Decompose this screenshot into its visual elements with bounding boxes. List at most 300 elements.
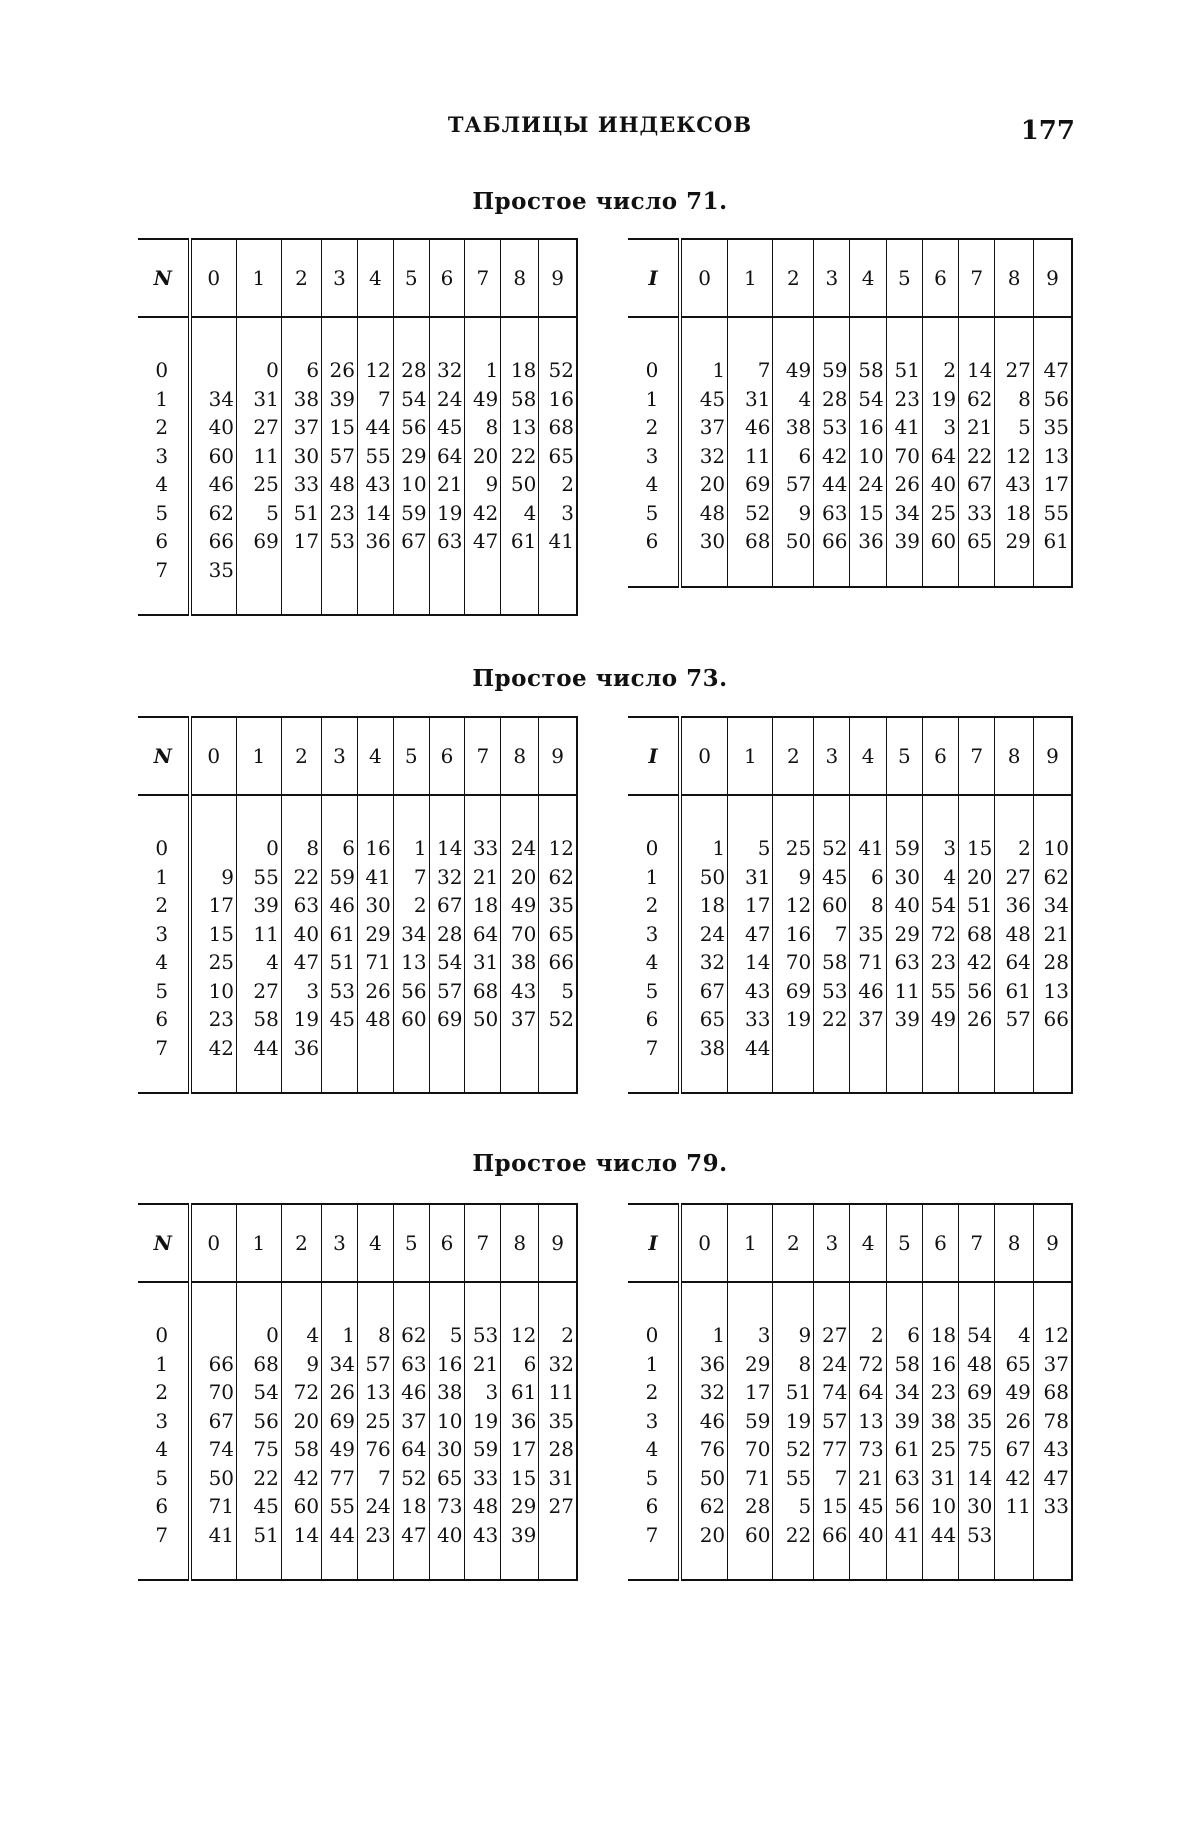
table-cell: 23 <box>190 1005 237 1034</box>
tail-cell <box>237 584 282 615</box>
table-cell: 66 <box>190 527 237 556</box>
table-cell: 22 <box>281 863 321 892</box>
table-cell: 14 <box>959 1464 995 1493</box>
spacer-cell <box>501 1282 539 1321</box>
table-cell: 55 <box>1033 499 1072 528</box>
table-cell: 48 <box>995 920 1034 949</box>
table-cell: 12 <box>1033 1321 1072 1350</box>
column-header: 0 <box>680 239 728 317</box>
row-label: 3 <box>645 921 659 946</box>
table-cell: 35 <box>1033 413 1072 442</box>
table-cell: 37 <box>501 1005 539 1034</box>
table-cell: 6 <box>850 863 886 892</box>
table-cell: 77 <box>322 1464 358 1493</box>
table-cell: 49 <box>501 891 539 920</box>
table-cell: 15 <box>322 413 358 442</box>
header-row <box>138 1204 577 1282</box>
table-cell: 70 <box>501 920 539 949</box>
table-cell: 28 <box>539 1435 577 1464</box>
table-cell: 44 <box>237 1034 282 1063</box>
table-cell: 72 <box>850 1350 886 1379</box>
table-cell: 4 <box>995 1321 1034 1350</box>
table-cell: 18 <box>995 499 1034 528</box>
table-cell: 41 <box>850 834 886 863</box>
row-label: 1 <box>645 864 659 889</box>
table-cell: 73 <box>850 1435 886 1464</box>
column-header: 6 <box>429 1204 465 1282</box>
table-cell: 26 <box>322 356 358 385</box>
table-cell: 25 <box>357 1407 393 1436</box>
table-cell: 7 <box>357 385 393 414</box>
table-cell: 3 <box>281 977 321 1006</box>
table-row <box>138 891 577 920</box>
table-cell: 53 <box>814 413 850 442</box>
spacer-cell <box>281 1282 321 1321</box>
table-key-header: N <box>138 1204 190 1282</box>
row-label: 0 <box>155 1323 169 1348</box>
column-header: 2 <box>773 1204 814 1282</box>
table-row <box>628 1407 1072 1436</box>
table-cell: 2 <box>539 1321 577 1350</box>
column-header: 3 <box>814 239 850 317</box>
tail-cell <box>322 1549 358 1580</box>
table-cell: 16 <box>539 385 577 414</box>
table-cell: 66 <box>814 1521 850 1550</box>
table-cell: 46 <box>322 891 358 920</box>
table-cell: 61 <box>501 1378 539 1407</box>
spacer-cell <box>850 795 886 834</box>
table-cell: 16 <box>357 834 393 863</box>
table-cell: 39 <box>886 1005 922 1034</box>
column-header: 5 <box>886 1204 922 1282</box>
row-label: 4 <box>155 950 169 975</box>
row-label: 5 <box>155 500 169 525</box>
column-header: 2 <box>773 239 814 317</box>
tail-cell <box>959 1062 995 1093</box>
table-cell: 11 <box>539 1378 577 1407</box>
table-cell: 68 <box>1033 1378 1072 1407</box>
table-cell: 37 <box>281 413 321 442</box>
table-cell: 6 <box>886 1321 922 1350</box>
table-cell: 20 <box>680 1521 728 1550</box>
table-cell: 43 <box>357 470 393 499</box>
table-cell: 7 <box>393 863 429 892</box>
spacer-cell <box>190 795 237 834</box>
table-cell: 29 <box>357 920 393 949</box>
tail-cell <box>1033 1062 1072 1093</box>
table-cell: 53 <box>814 977 850 1006</box>
row-label: 2 <box>645 1380 659 1405</box>
table-cell: 2 <box>850 1321 886 1350</box>
row-label: 4 <box>155 472 169 497</box>
table-cell: 21 <box>959 413 995 442</box>
table-cell: 12 <box>501 1321 539 1350</box>
table-cell <box>501 556 539 585</box>
table-cell: 41 <box>886 413 922 442</box>
table-cell: 48 <box>465 1492 501 1521</box>
table-row <box>628 413 1072 442</box>
table-cell <box>773 1034 814 1063</box>
row-label: 6 <box>155 529 169 554</box>
table-cell: 35 <box>539 891 577 920</box>
table-row <box>628 920 1072 949</box>
table-row <box>138 385 577 414</box>
table-cell: 47 <box>281 948 321 977</box>
table-cell: 48 <box>959 1350 995 1379</box>
table-cell: 72 <box>922 920 958 949</box>
tail-cell <box>465 1062 501 1093</box>
spacer-cell <box>773 1282 814 1321</box>
table-cell: 51 <box>886 356 922 385</box>
table-row <box>138 1492 577 1521</box>
table-cell: 56 <box>393 413 429 442</box>
table-cell <box>465 556 501 585</box>
tail-cell <box>886 1549 922 1580</box>
table-cell: 2 <box>995 834 1034 863</box>
table-cell: 70 <box>728 1435 773 1464</box>
column-header: 9 <box>539 1204 577 1282</box>
table-cell: 71 <box>357 948 393 977</box>
table-cell: 51 <box>237 1521 282 1550</box>
table-row <box>138 948 577 977</box>
table-cell: 60 <box>728 1521 773 1550</box>
table-cell <box>886 1034 922 1063</box>
table-cell: 25 <box>922 1435 958 1464</box>
table-cell: 57 <box>814 1407 850 1436</box>
table-cell: 4 <box>281 1321 321 1350</box>
table-cell: 52 <box>393 1464 429 1493</box>
table-cell: 0 <box>237 834 282 863</box>
table-row <box>138 977 577 1006</box>
column-header: 8 <box>995 239 1034 317</box>
table-cell: 31 <box>465 948 501 977</box>
spacer-cell <box>1033 1282 1072 1321</box>
table-cell: 3 <box>539 499 577 528</box>
table-cell: 34 <box>322 1350 358 1379</box>
table-key-header: I <box>628 1204 680 1282</box>
table-cell: 33 <box>465 834 501 863</box>
table-cell: 65 <box>429 1464 465 1493</box>
table-cell: 49 <box>465 385 501 414</box>
table-cell: 68 <box>465 977 501 1006</box>
table-cell: 0 <box>237 1321 282 1350</box>
table-cell <box>237 556 282 585</box>
row-label: 7 <box>155 1522 169 1547</box>
column-header: 2 <box>281 239 321 317</box>
tail-cell <box>357 1549 393 1580</box>
table-cell: 21 <box>465 863 501 892</box>
spacer-cell <box>680 795 728 834</box>
table-key-header: I <box>628 239 680 317</box>
column-header: 3 <box>322 1204 358 1282</box>
tail-cell <box>922 1062 958 1093</box>
table-cell: 60 <box>281 1492 321 1521</box>
tail-cell <box>501 1549 539 1580</box>
table-cell: 30 <box>886 863 922 892</box>
row-label: 0 <box>155 836 169 861</box>
row-label: 2 <box>645 415 659 440</box>
table-row <box>138 413 577 442</box>
table-cell: 53 <box>959 1521 995 1550</box>
tail-cell <box>680 1549 728 1580</box>
table-cell: 14 <box>429 834 465 863</box>
table-cell: 66 <box>814 527 850 556</box>
table-cell: 24 <box>501 834 539 863</box>
column-header: 6 <box>429 239 465 317</box>
row-label: 2 <box>155 1380 169 1405</box>
tail-cell <box>429 1062 465 1093</box>
row-label: 2 <box>155 415 169 440</box>
table-cell: 10 <box>1033 834 1072 863</box>
table-cell: 16 <box>429 1350 465 1379</box>
table-cell: 8 <box>465 413 501 442</box>
table-cell: 29 <box>728 1350 773 1379</box>
table-cell: 21 <box>429 470 465 499</box>
table-cell: 31 <box>728 385 773 414</box>
table-cell <box>465 1034 501 1063</box>
table-cell: 3 <box>465 1378 501 1407</box>
table-cell: 29 <box>886 920 922 949</box>
tail-cell <box>138 584 190 615</box>
table-cell: 4 <box>773 385 814 414</box>
tail-cell <box>539 584 577 615</box>
table-cell <box>539 1521 577 1550</box>
column-header: 3 <box>322 239 358 317</box>
table-cell <box>190 356 237 385</box>
table-row <box>628 891 1072 920</box>
table-cell: 17 <box>728 1378 773 1407</box>
column-header: 9 <box>1033 717 1072 795</box>
table-cell: 19 <box>465 1407 501 1436</box>
table-cell: 6 <box>501 1350 539 1379</box>
column-header: 9 <box>539 717 577 795</box>
table-cell: 69 <box>429 1005 465 1034</box>
column-header: 1 <box>237 239 282 317</box>
table-cell: 13 <box>1033 442 1072 471</box>
index-table-n-71 <box>138 238 578 616</box>
table-cell: 50 <box>680 863 728 892</box>
table-cell: 53 <box>322 527 358 556</box>
table-cell: 9 <box>190 863 237 892</box>
table-cell: 36 <box>995 891 1034 920</box>
table-cell: 30 <box>429 1435 465 1464</box>
table-row <box>628 1464 1072 1493</box>
table-cell: 33 <box>1033 1492 1072 1521</box>
table-cell: 15 <box>814 1492 850 1521</box>
column-header: 0 <box>680 1204 728 1282</box>
table-row <box>138 1464 577 1493</box>
table-cell: 14 <box>357 499 393 528</box>
table-cell <box>850 1034 886 1063</box>
spacer-cell <box>357 1282 393 1321</box>
table-row <box>628 470 1072 499</box>
table-row <box>138 442 577 471</box>
table-cell: 48 <box>680 499 728 528</box>
table-cell: 22 <box>814 1005 850 1034</box>
table-cell: 58 <box>850 356 886 385</box>
table-cell: 8 <box>850 891 886 920</box>
tail-row <box>138 584 577 615</box>
table-cell <box>190 1321 237 1350</box>
table-cell: 64 <box>465 920 501 949</box>
table-cell: 23 <box>922 1378 958 1407</box>
table-row <box>138 470 577 499</box>
column-header: 3 <box>814 717 850 795</box>
table-cell: 64 <box>850 1378 886 1407</box>
table-cell: 67 <box>190 1407 237 1436</box>
table-cell: 19 <box>429 499 465 528</box>
row-label: 2 <box>645 893 659 918</box>
table-cell: 69 <box>322 1407 358 1436</box>
table-cell: 5 <box>429 1321 465 1350</box>
table-cell: 31 <box>237 385 282 414</box>
table-cell: 49 <box>322 1435 358 1464</box>
table-row <box>628 1350 1072 1379</box>
column-header: 2 <box>281 717 321 795</box>
table-row <box>628 356 1072 385</box>
table-cell: 12 <box>773 891 814 920</box>
tail-cell <box>886 1062 922 1093</box>
table-row <box>628 977 1072 1006</box>
table-cell: 62 <box>539 863 577 892</box>
row-label: 1 <box>155 386 169 411</box>
table-cell <box>995 1521 1034 1550</box>
table-cell: 12 <box>357 356 393 385</box>
table-cell: 42 <box>281 1464 321 1493</box>
table-cell: 66 <box>1033 1005 1072 1034</box>
tail-cell <box>995 1549 1034 1580</box>
table-cell: 45 <box>814 863 850 892</box>
table-cell: 62 <box>190 499 237 528</box>
spacer-cell <box>922 795 958 834</box>
table-cell <box>814 1034 850 1063</box>
tail-cell <box>539 1062 577 1093</box>
table-cell: 52 <box>773 1435 814 1464</box>
index-table-i-79 <box>628 1203 1073 1581</box>
spacer-cell <box>393 1282 429 1321</box>
row-label: 6 <box>645 529 659 554</box>
table-cell: 24 <box>814 1350 850 1379</box>
spacer-cell <box>429 1282 465 1321</box>
table-cell: 5 <box>773 1492 814 1521</box>
table-cell <box>995 1034 1034 1063</box>
table-cell <box>501 1034 539 1063</box>
column-header: 9 <box>539 239 577 317</box>
tail-cell <box>628 1549 680 1580</box>
tail-cell <box>886 556 922 587</box>
column-header: 8 <box>501 1204 539 1282</box>
table-cell: 43 <box>501 977 539 1006</box>
spacer-cell <box>393 317 429 356</box>
spacer-cell <box>959 317 995 356</box>
table-cell: 3 <box>922 413 958 442</box>
table-cell: 29 <box>393 442 429 471</box>
table-cell <box>322 556 358 585</box>
spacer-cell <box>138 795 190 834</box>
table-cell: 58 <box>886 1350 922 1379</box>
table-cell: 44 <box>814 470 850 499</box>
table-cell: 63 <box>814 499 850 528</box>
table-cell: 67 <box>680 977 728 1006</box>
row-label: 1 <box>155 864 169 889</box>
column-header: 4 <box>850 1204 886 1282</box>
table-cell: 61 <box>995 977 1034 1006</box>
table-cell: 13 <box>1033 977 1072 1006</box>
tail-cell <box>773 1062 814 1093</box>
spacer-cell <box>237 317 282 356</box>
table-cell: 27 <box>237 413 282 442</box>
table-cell: 28 <box>393 356 429 385</box>
column-header: 5 <box>393 1204 429 1282</box>
table-cell: 72 <box>281 1378 321 1407</box>
table-cell: 23 <box>357 1521 393 1550</box>
table-cell <box>393 556 429 585</box>
table-cell: 35 <box>959 1407 995 1436</box>
table-cell: 38 <box>773 413 814 442</box>
section-title-73: Простое число 73. <box>472 665 728 692</box>
column-header: 0 <box>190 717 237 795</box>
spacer-cell <box>886 795 922 834</box>
table-cell: 46 <box>850 977 886 1006</box>
table-cell: 59 <box>886 834 922 863</box>
table-cell: 68 <box>237 1350 282 1379</box>
table-cell: 55 <box>322 1492 358 1521</box>
table-cell <box>1033 1521 1072 1550</box>
table-cell: 13 <box>393 948 429 977</box>
table-cell: 32 <box>680 442 728 471</box>
row-label: 3 <box>645 1408 659 1433</box>
table-cell: 0 <box>237 356 282 385</box>
header-row <box>138 239 577 317</box>
column-header: 5 <box>886 717 922 795</box>
table-cell: 70 <box>886 442 922 471</box>
table-row <box>628 442 1072 471</box>
table-row <box>138 1378 577 1407</box>
table-key-header: N <box>138 717 190 795</box>
column-header: 1 <box>728 1204 773 1282</box>
table-cell: 46 <box>728 413 773 442</box>
table-cell: 4 <box>237 948 282 977</box>
table-cell: 27 <box>814 1321 850 1350</box>
table-cell: 38 <box>429 1378 465 1407</box>
section-title-79: Простое число 79. <box>472 1150 728 1177</box>
tail-cell <box>773 1549 814 1580</box>
table-cell: 73 <box>429 1492 465 1521</box>
table-row <box>138 356 577 385</box>
table-cell: 2 <box>922 356 958 385</box>
spacer-cell <box>465 795 501 834</box>
row-label: 1 <box>645 386 659 411</box>
table-cell: 71 <box>850 948 886 977</box>
table-cell: 40 <box>922 470 958 499</box>
table-cell: 36 <box>281 1034 321 1063</box>
table-cell: 20 <box>501 863 539 892</box>
table-cell: 61 <box>501 527 539 556</box>
table-cell: 43 <box>465 1521 501 1550</box>
table-cell: 31 <box>922 1464 958 1493</box>
spacer-cell <box>237 795 282 834</box>
table-cell: 14 <box>728 948 773 977</box>
table-cell: 37 <box>680 413 728 442</box>
tail-cell <box>322 1062 358 1093</box>
table-cell: 50 <box>773 527 814 556</box>
tail-cell <box>190 1062 237 1093</box>
table-cell: 7 <box>728 356 773 385</box>
table-cell: 58 <box>814 948 850 977</box>
table-cell: 40 <box>886 891 922 920</box>
table-cell: 1 <box>322 1321 358 1350</box>
table-cell: 58 <box>501 385 539 414</box>
